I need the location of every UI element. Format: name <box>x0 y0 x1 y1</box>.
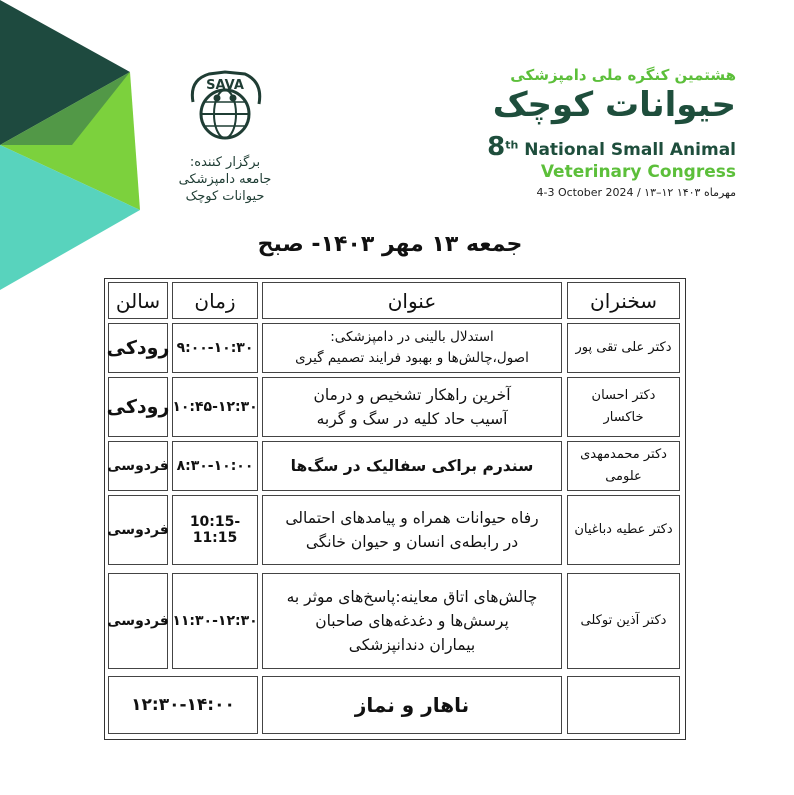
row5-title-line2: پرسش‌ها و دغدغه‌های صاحبان <box>315 612 509 630</box>
header-title: عنوان <box>262 282 562 319</box>
row3-hall: فردوسی <box>108 441 168 491</box>
schedule-table <box>104 278 686 740</box>
congress-dates: 4-3 October 2024 / ۱۳–۱۲ مهرماه ۱۴۰۳ <box>536 186 736 199</box>
organizer-logo <box>170 62 280 205</box>
row3-title: سندرم براکی سفالیک در سگ‌ها <box>262 441 562 491</box>
header-hall: سالن <box>108 282 168 319</box>
day-heading: جمعه ۱۳ مهر ۱۴۰۳- صبح <box>257 232 523 257</box>
row4-title-line1: رفاه حیوانات همراه و پیامدهای احتمالی <box>285 509 539 527</box>
congress-english-line2: Veterinary Congress <box>540 162 736 182</box>
edition-suffix: th <box>505 138 519 152</box>
row3-speaker-line1: دکتر محمدمهدی <box>580 447 667 462</box>
row5-title-line1: چالش‌های اتاق معاینه:پاسخ‌های موثر به <box>286 588 538 606</box>
row2-hall: رودکی <box>108 377 168 437</box>
row2-title-line1: آخرین راهکار تشخیص و درمان <box>313 386 511 404</box>
congress-persian-title: حیوانات کوچک <box>492 85 736 125</box>
row2-title-line2: آسیب حاد کلیه در سگ و گربه <box>316 410 508 428</box>
lunch-speaker-empty <box>567 676 680 734</box>
row5-speaker: دکتر آذین توکلی <box>567 573 680 669</box>
row2-time: ۱۰:۴۵-۱۲:۳۰ <box>172 377 258 437</box>
row5-hall: فردوسی <box>108 573 168 669</box>
corner-decoration <box>0 0 140 300</box>
row4-hall: فردوسی <box>108 495 168 565</box>
row2-speaker: دکتر احسان خاکسار <box>567 377 680 437</box>
row5-title <box>262 573 562 669</box>
lunch-time: ۱۲:۳۰-۱۴:۰۰ <box>108 676 258 734</box>
sava-globe-icon <box>179 62 271 154</box>
row4-title <box>262 495 562 565</box>
organizer-name-line2: حیوانات کوچک <box>185 189 265 204</box>
row4-speaker: دکتر عطیه دباغیان <box>567 495 680 565</box>
congress-title-block <box>436 66 736 199</box>
edition-number: 8 <box>487 132 506 162</box>
organizer-name-line1: جامعه دامپزشکی <box>178 172 272 187</box>
header-speaker: سخنران <box>567 282 680 319</box>
row1-title-line2: اصول،چالش‌ها و بهبود فرایند تصمیم گیری <box>295 350 529 366</box>
header-time: زمان <box>172 282 258 319</box>
row4-time: 10:15-11:15 <box>172 495 258 565</box>
row1-title <box>262 323 562 373</box>
congress-english-line1 <box>436 132 736 162</box>
row2-title <box>262 377 562 437</box>
organizer-label: برگزار کننده: <box>189 155 261 170</box>
row3-speaker <box>567 441 680 491</box>
logo-text: SAVA <box>206 78 244 93</box>
row5-title-line3: بیماران دندانپزشکی <box>348 636 476 654</box>
row1-time: ۹:۰۰-۱۰:۳۰ <box>172 323 258 373</box>
row1-speaker: دکتر علی تقی پور <box>567 323 680 373</box>
row3-speaker-line2: علومی <box>605 469 642 484</box>
lunch-title: ناهار و نماز <box>262 676 562 734</box>
row1-title-line1: استدلال بالینی در دامپزشکی: <box>330 329 494 345</box>
row1-hall: رودکی <box>108 323 168 373</box>
row3-time: ۸:۳۰-۱۰:۰۰ <box>172 441 258 491</box>
row5-time: ۱۱:۳۰-۱۲:۳۰ <box>172 573 258 669</box>
congress-persian-subtitle: هشتمین کنگره ملی دامپزشکی <box>510 66 736 84</box>
congress-english-title: National Small Animal <box>524 140 736 160</box>
row4-title-line2: در رابطه‌ی انسان و حیوان خانگی <box>305 533 519 551</box>
